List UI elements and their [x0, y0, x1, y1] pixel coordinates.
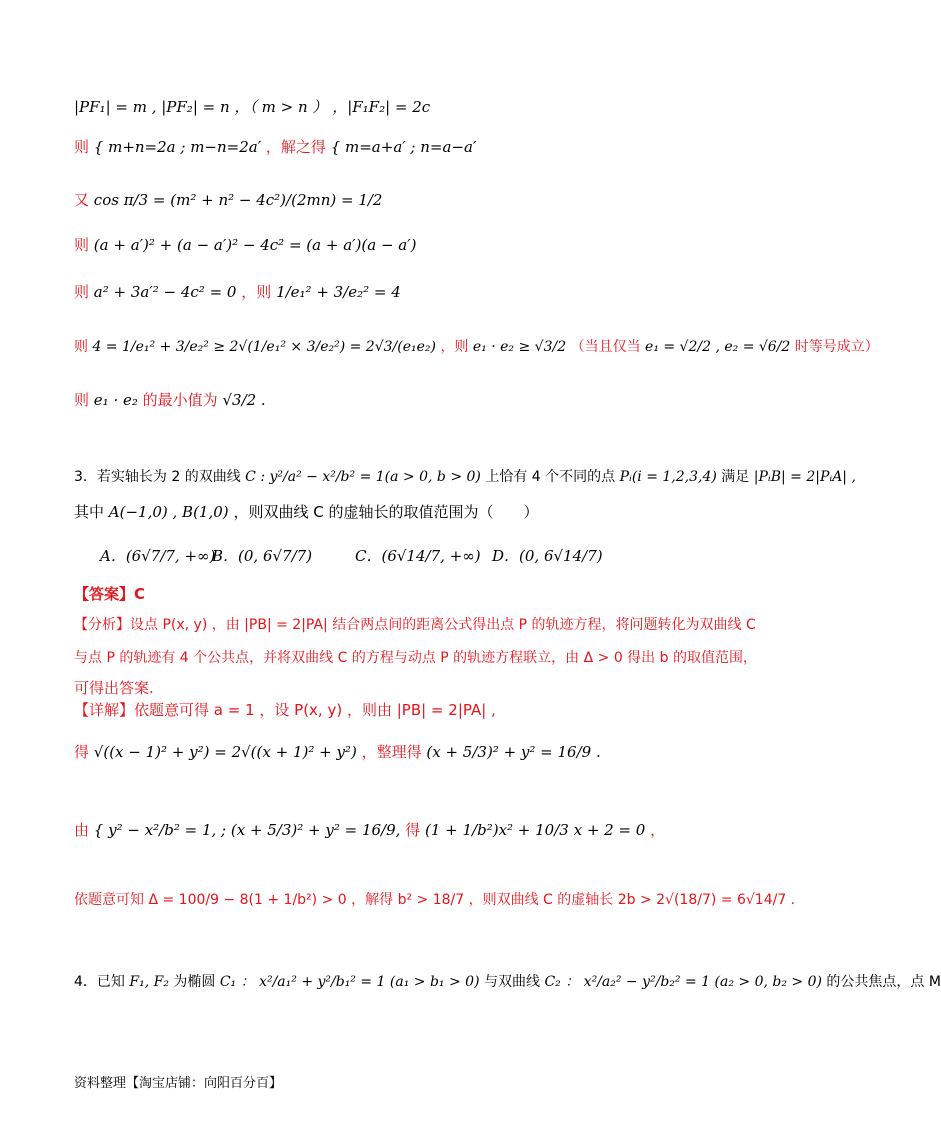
text-q3f: |PᵢB| = 2|PᵢA| ,	[753, 469, 856, 485]
option-a: A．(6√7/7, +∞)	[100, 547, 216, 565]
text-l2d: { m=a+a′ ; n=a−a′	[330, 138, 477, 156]
text-de3b: { y² − x²/b² = 1, ; (x + 5/3)² + y² = 16/9,	[93, 821, 401, 839]
text-l7b: e₁ · e₂	[93, 391, 138, 409]
q4-line-1	[74, 975, 941, 989]
text-l2a: 则	[74, 138, 90, 156]
text-q4d: C₁ ： x²/a₁² + y²/b₁² = 1 (a₁ > b₁ > 0)	[219, 974, 480, 990]
text-de2c: ，整理得	[361, 743, 422, 761]
text-de2a: 得	[74, 743, 90, 761]
detail-line-2	[74, 745, 601, 760]
text-q4g: 的公共焦点，点 M	[826, 974, 941, 990]
option-c: C．(6√14/7, +∞)	[355, 547, 481, 565]
text-l5a: 则	[74, 283, 90, 301]
text-l3a: 又	[74, 191, 90, 209]
line-1	[74, 100, 430, 115]
detail-line-4: 依题意可知 Δ = 100/9 − 8(1 + 1/b²) > 0 ，解得 b² > 18/7 ，则双曲线 C 的虚轴长 2b > 2√(18/7) = 6√14/7 .	[74, 892, 796, 908]
text-l6b: 4 = 1/e₁² + 3/e₂² ≥ 2√(1/e₁² × 3/e₂²) = 2√3/(e₁e₂)	[92, 339, 436, 355]
line-6	[74, 340, 879, 354]
text-l6e: （当且仅当	[570, 339, 641, 355]
text-de2d: (x + 5/3)² + y² = 16/9 .	[426, 743, 601, 761]
text-l5c: ，则	[241, 283, 272, 301]
text-l2c: ，解之得	[265, 138, 326, 156]
text-l1: |PF₁| = m , |PF₂| = n ，（ m > n ） ，|F₁F₂| = 2c	[74, 98, 431, 116]
text-de3d: (1 + 1/b²)x² + 10/3 x + 2 = 0	[425, 821, 646, 839]
page-footer: 资料整理【淘宝店铺：向阳百分百】	[74, 1076, 283, 1091]
line-2	[74, 140, 476, 155]
option-d: D．(0, 6√14/7)	[492, 547, 603, 565]
text-q4c: 为椭圆	[173, 974, 216, 990]
text-l2b: { m+n=2a ; m−n=2a′	[93, 138, 262, 156]
line-7	[74, 393, 266, 408]
text-l6c: ，则	[440, 339, 469, 355]
text-q3b: C : y²/a² − x²/b² = 1(a > 0, b > 0)	[245, 469, 481, 485]
text-l6d: e₁ · e₂ ≥ √3/2	[472, 339, 567, 355]
text-l4b: (a + a′)² + (a − a′)² − 4c² = (a + a′)(a − a′)	[93, 236, 417, 254]
text-l6a: 则	[74, 339, 88, 355]
text-q3h: A(−1,0) , B(1,0)	[108, 503, 229, 521]
detail-line-1: 【详解】依题意可得 a = 1 ，设 P(x, y) ，则由 |PB| = 2|PA| ,	[74, 701, 496, 719]
text-q4b: F₁, F₂	[129, 974, 169, 990]
line-4	[74, 238, 417, 253]
text-de3e: ，	[650, 821, 666, 839]
text-de3c: 得	[405, 821, 421, 839]
q3-line-1	[74, 470, 856, 484]
text-l7c: 的最小值为	[142, 391, 218, 409]
text-de2b: √((x − 1)² + y²) = 2√((x + 1)² + y²)	[93, 743, 357, 761]
text-l4a: 则	[74, 236, 90, 254]
line-5	[74, 285, 401, 300]
text-q3c: 上恰有 4 个不同的点	[485, 469, 616, 485]
q3-line-2	[74, 505, 538, 520]
text-q3a: 3．若实轴长为 2 的双曲线	[74, 469, 241, 485]
text-q3d: Pᵢ(i = 1,2,3,4)	[619, 469, 717, 485]
analysis-line-2: 与点 P 的轨迹有 4 个公共点，并将双曲线 C 的方程与动点 P 的轨迹方程联立，由 Δ > 0 得出 b 的取值范围，	[74, 650, 757, 666]
analysis-line-1: 【分析】设点 P(x, y) ，由 |PB| = 2|PA| 结合两点间的距离公式得出点 P 的轨迹方程，将问题转化为双曲线 C	[74, 617, 756, 633]
text-l6f: e₁ = √2/2 , e₂ = √6/2	[645, 339, 791, 355]
text-q4e: 与双曲线	[484, 974, 540, 990]
text-de3a: 由	[74, 821, 90, 839]
answer-line: 【答案】C	[74, 585, 146, 603]
text-q4f: C₂ ： x²/a₂² − y²/b₂² = 1 (a₂ > 0, b₂ > 0)	[544, 974, 822, 990]
detail-line-3	[74, 823, 665, 838]
text-l3b: cos π/3 = (m² + n² − 4c²)/(2mn) = 1/2	[93, 191, 383, 209]
text-l7d: √3/2 .	[222, 391, 266, 409]
analysis-line-3: 可得出答案.	[74, 679, 154, 697]
text-q4a: 4．已知	[74, 974, 125, 990]
text-l6g: 时等号成立）	[794, 339, 879, 355]
text-q3e: 满足	[721, 469, 750, 485]
text-q3g: 其中	[74, 503, 105, 521]
option-b: B．(0, 6√7/7)	[212, 547, 313, 565]
text-l5b: a² + 3a′² − 4c² = 0	[93, 283, 237, 301]
text-l5d: 1/e₁² + 3/e₂² = 4	[276, 283, 401, 301]
text-q3i: ，则双曲线 C 的虚轴长的取值范围为（ ）	[233, 503, 539, 521]
line-3	[74, 193, 382, 208]
text-l7a: 则	[74, 391, 90, 409]
